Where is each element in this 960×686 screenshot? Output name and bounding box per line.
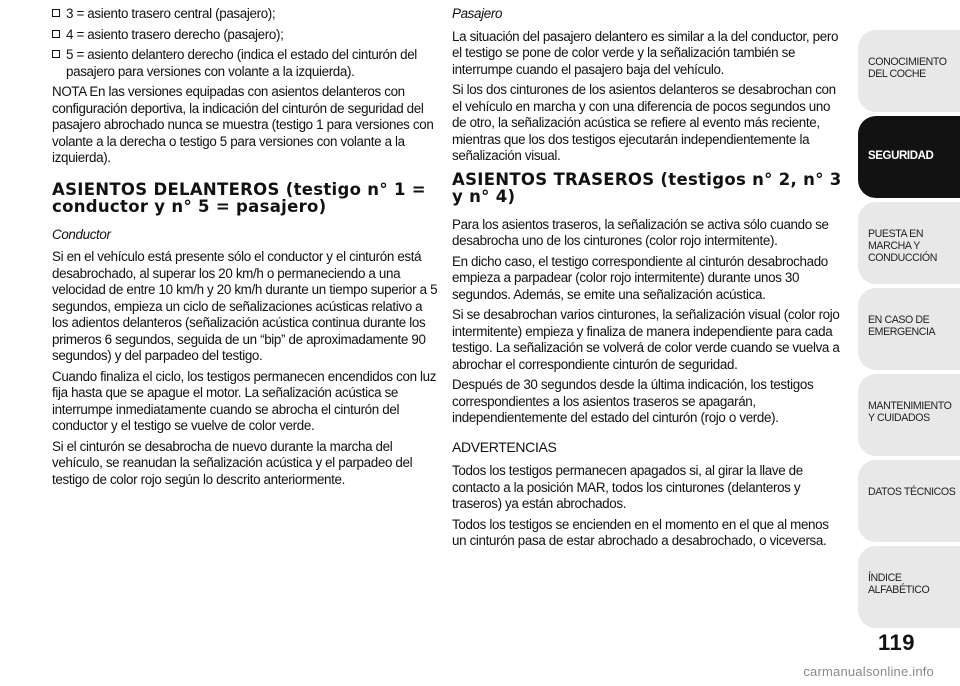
body-paragraph: Si el cinturón se desabrocha de nuevo durante la marcha del vehículo, se reanudan la señalización acústica y el parpadeo del testigo de color rojo según lo descrito anteriormente. [52,438,413,487]
tab-en-caso-de-emergencia[interactable]: EN CASO DE EMERGENCIA [858,288,960,370]
bullet-text: 3 = asiento trasero central (pasajero); [66,6,276,21]
checkbox-square-icon [52,50,60,58]
right-column [452,6,842,554]
section-heading-front-seats: ASIENTOS DELANTEROS (testigo n° 1 = conductor y n° 5 = pasajero) [52,179,426,216]
subheading-driver: Conductor [52,226,111,242]
body-paragraph: Si los dos cinturones de los asientos delanteros se desabrochan con el vehículo en marcha y con una diferencia de pocos segundos uno de otro, la señalización acústica se refiere al evento más reciente, mientras que los dos testigos ejecutarán independientemente la señalización visual. [452,82,836,163]
bullet-text: 4 = asiento trasero derecho (pasajero); [66,26,284,42]
warning-paragraph: Todos los testigos se encienden en el momento en el que al menos un cinturón pasa de estar abrochado a desabrochado, o viceversa. [452,516,829,548]
bullet-text: 5 = asiento delantero derecho (indica el estado del cinturón del pasajero para versiones con volante a la izquierda). [66,47,417,79]
body-paragraph: En dicho caso, el testigo correspondiente al cinturón desabrochado empieza a parpadear (color rojo intermitente) durante unos 30 segundos. Además, se emite una señalización acústica. [452,253,828,302]
chapter-tabs-sidebar [858,30,960,632]
bullet-item [52,27,440,44]
bullet-item [52,6,440,23]
section-heading-rear-seats: ASIENTOS TRASEROS (testigos n° 2, n° 3 y n° 4) [452,169,842,206]
body-paragraph: Si en el vehículo está presente sólo el conductor y el cinturón está desabrochado, al superar los 20 km/h o permaneciendo a una velocidad de entre 10 km/h y 20 km/h durante un tiempo superior a 5 segundos, empieza un ciclo de señalizaciones acústicas relativo a los adientos delanteros (señalización acústica continua durante los primeros 6 segundos, seguida de un “bip” de aproximadamente 90 segundos) y del parpadeo del testigo. [52,249,438,363]
note-paragraph: NOTA En las versiones equipadas con asientos delanteros con configuración deportiva, la indicación del cinturón de seguridad del pasajero abrochado nunca se muestra (testigo 1 para versiones con volante a la derecha o testigo 5 para versiones con volante a la izquierda). [52,84,434,165]
tab-mantenimiento[interactable]: MANTENIMIENTO Y CUIDADOS [858,374,960,456]
tab-datos-tecnicos[interactable]: DATOS TÉCNICOS [858,460,960,542]
bullet-item [52,47,440,80]
body-paragraph: Para los asientos traseros, la señalización se activa sólo cuando se desabrocha uno de los cinturones (color rojo intermitente). [452,216,829,248]
checkbox-square-icon [52,30,60,38]
body-paragraph: Cuando finaliza el ciclo, los testigos permanecen encendidos con luz fija hasta que se apague el motor. La señalización acústica se interrumpe inmediatamente cuando se abrocha el cinturón del conductor y el testigo se vuelve de color verde. [52,368,437,433]
warnings-title: ADVERTENCIAS [452,438,557,455]
tab-indice-alfabetico[interactable]: ÍNDICE ALFABÉTICO [858,546,960,628]
checkbox-square-icon [52,9,60,17]
tab-conocimiento-del-coche[interactable]: CONOCIMIENTO DEL COCHE [858,30,960,112]
body-paragraph: Después de 30 segundos desde la última indicación, los testigos correspondientes a los asientos traseros se apagarán, independientemente del estado del cinturón (rojo o verde). [452,377,814,425]
warning-paragraph: Todos los testigos permanecen apagados si, al girar la llave de contacto a la posición MAR, todos los cinturones (delanteros y traseros) ya están abrochados. [452,463,803,511]
subheading-passenger: Pasajero [452,6,503,21]
tab-puesta-en-marcha[interactable]: PUESTA EN MARCHA Y CONDUCCIÓN [858,202,960,284]
page-number: 119 [878,630,915,655]
left-column [52,6,440,492]
tab-seguridad[interactable]: SEGURIDAD [858,116,960,198]
body-paragraph: La situación del pasajero delantero es similar a la del conductor, pero el testigo se pone de color verde y la señalización también se interrumpe cuando el pasajero baja del vehículo. [452,28,839,77]
body-paragraph: Si se desabrochan varios cinturones, la señalización visual (color rojo intermitente) empieza y finaliza de manera independiente para cada testigo. La señalización se volverá de color verde cuando se vuelva a abrochar el correspondiente cinturón de seguridad. [452,307,840,372]
watermark: carmanualsonline.info [803,664,934,679]
